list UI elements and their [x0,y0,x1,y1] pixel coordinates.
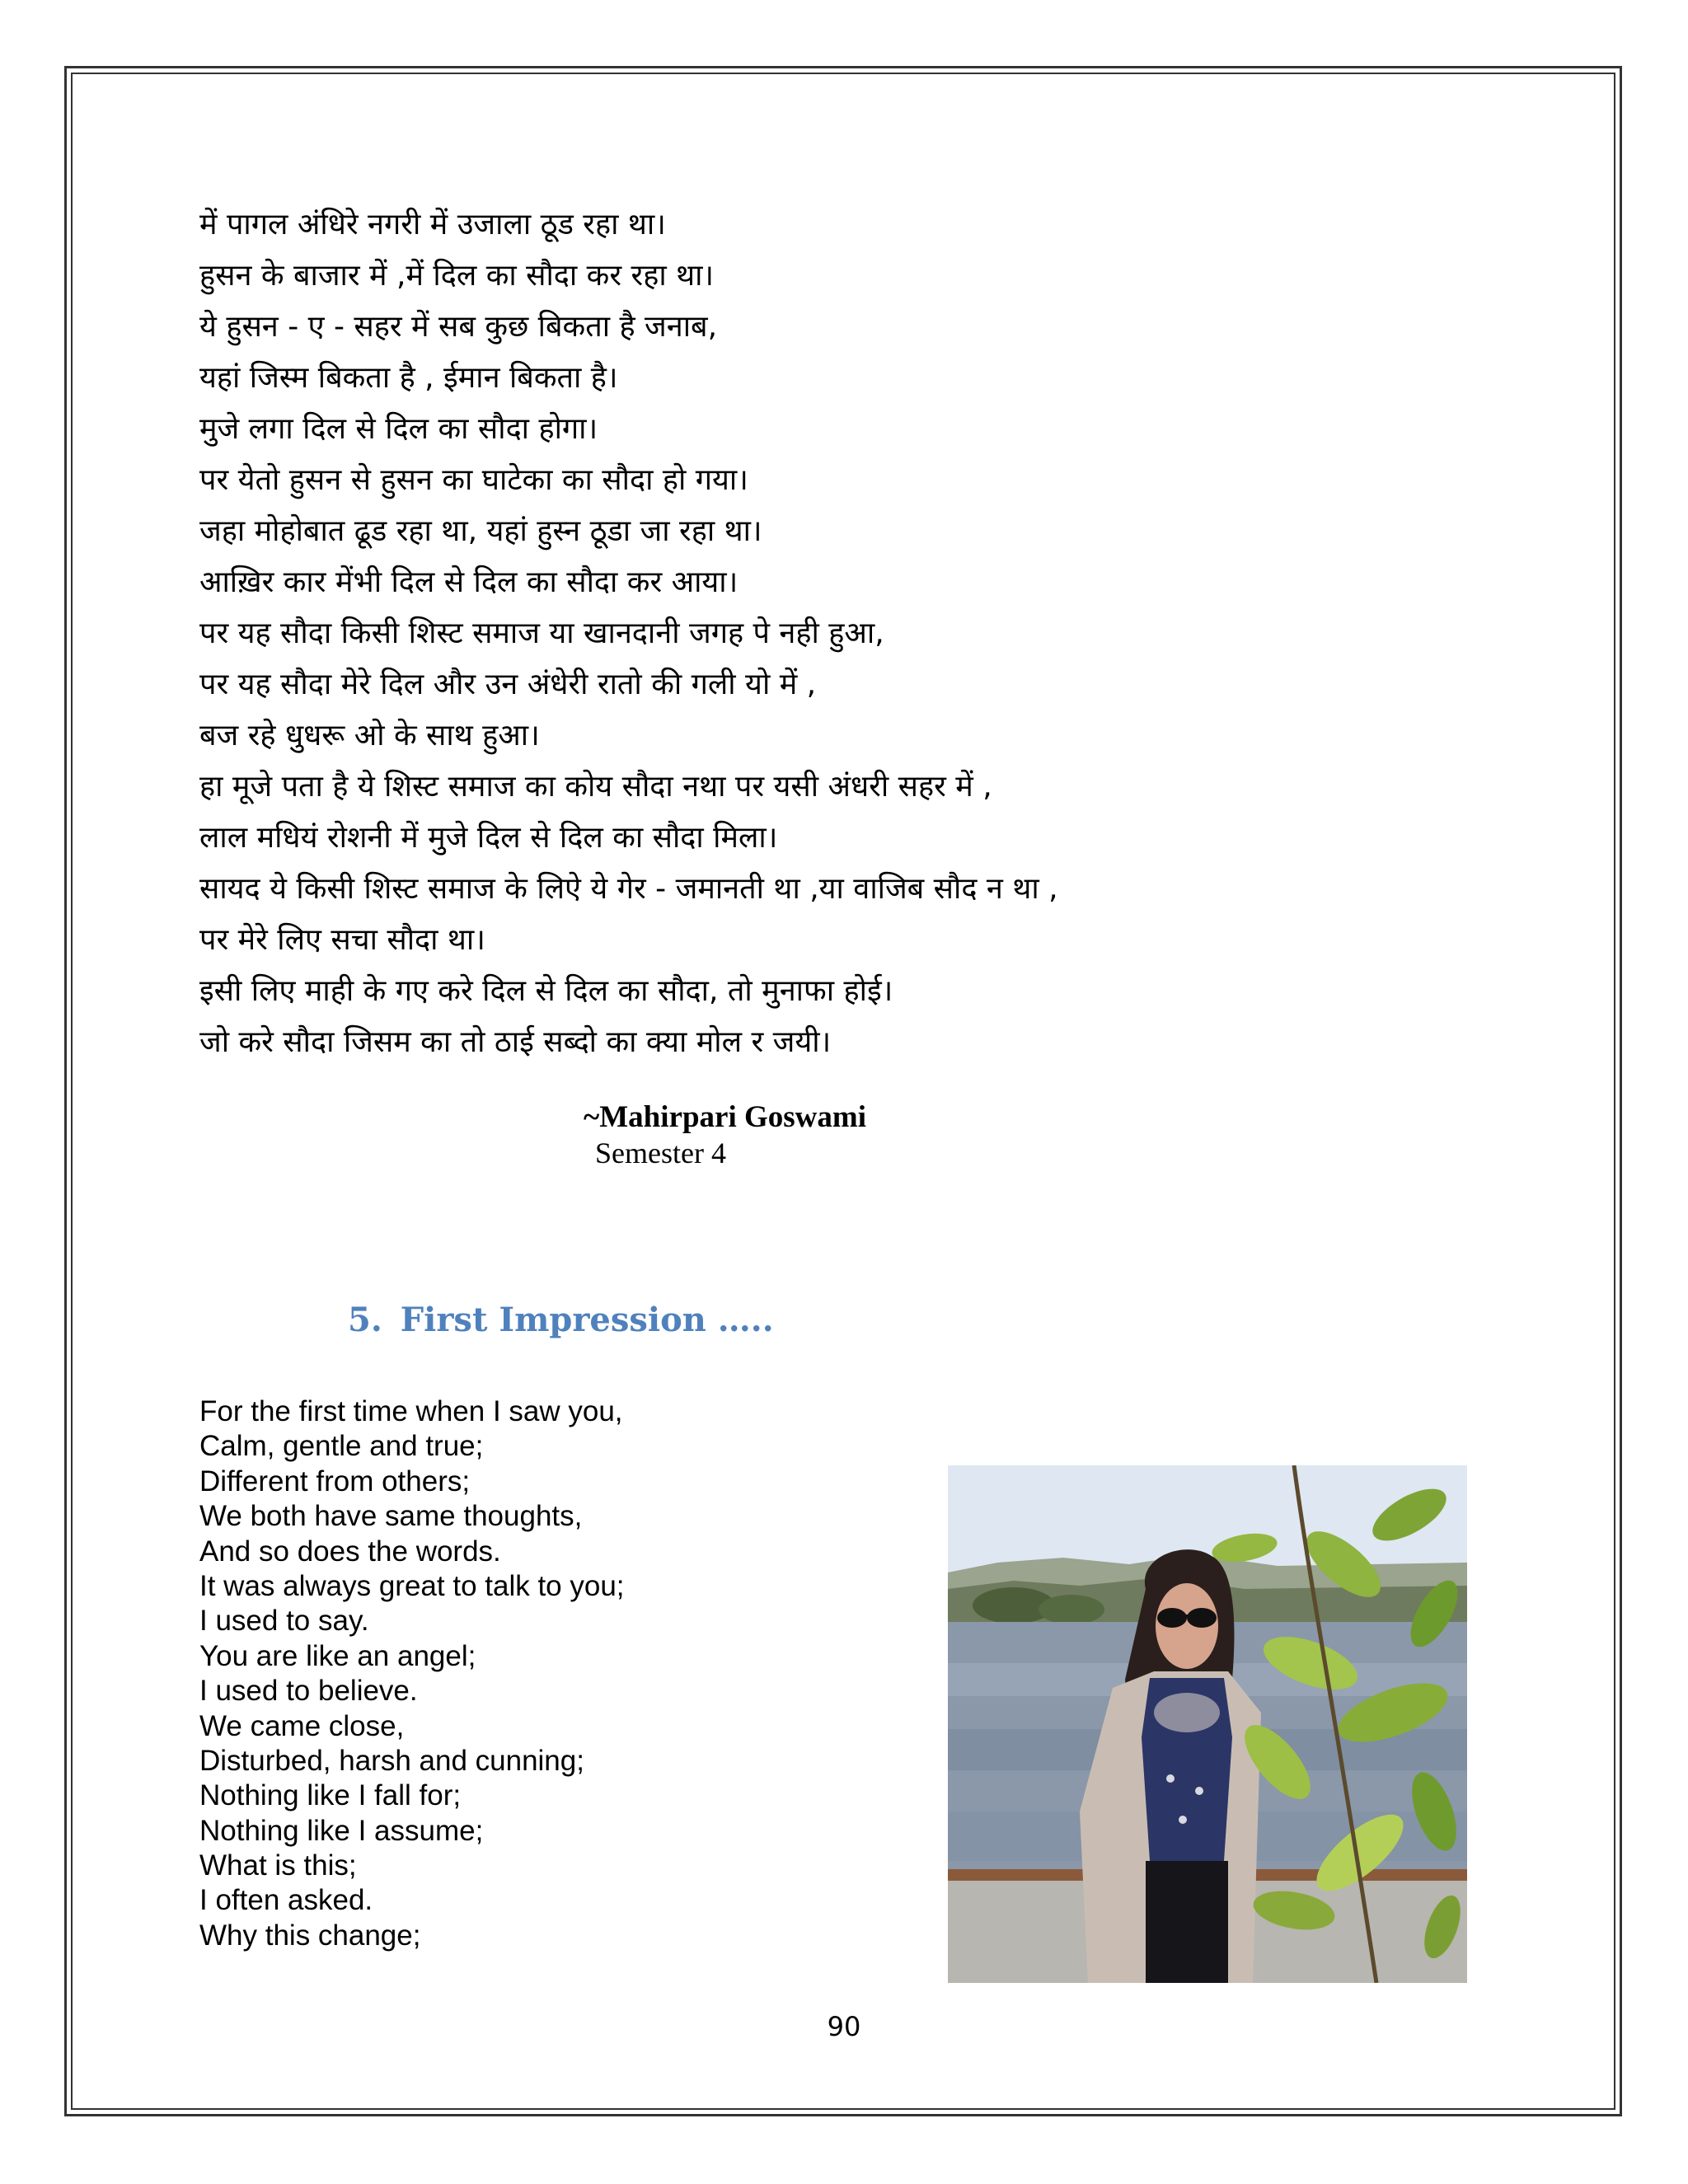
author-photo [948,1465,1467,1983]
poem-line: जहा मोहोबात ढूड रहा था, यहां हुस्न ठूडा जा रहा था। [199,514,762,548]
poem-line: It was always great to talk to you; [199,1569,625,1602]
author-semester: Semester 4 [595,1137,726,1169]
poem-line: सायद ये किसी शिस्ट समाज के लिऐ ये गेर - जमानती था ,या वाजिब सौद न था , [199,872,1058,906]
poem-line: पर यह सौदा मेरे दिल और उन अंधेरी रातो की गली यो में , [199,668,817,701]
poem-line: We came close, [199,1709,405,1742]
poem-line: पर यह सौदा किसी शिस्ट समाज या खानदानी जगह पे नही हुआ, [199,616,884,650]
poem-line: बज रहे धुधरू ओ के साथ हुआ। [199,719,540,752]
section-number: 5. [348,1301,382,1339]
page-number: 90 [827,2011,861,2042]
poem-line: हुसन के बाजार में ,में दिल का सौदा कर रहा था। [199,259,715,293]
poem-line: I used to believe. [199,1675,418,1708]
poem-line: You are like an angel; [199,1639,476,1672]
poem-line: इसी लिए माही के गए करे दिल से दिल का सौदा, तो मुनाफा होई। [199,974,893,1008]
poem-line: जो करे सौदा जिसम का तो ठाई सब्दो का क्या मोल र जयी। [199,1025,832,1059]
poem-line: Disturbed, harsh and cunning; [199,1744,584,1777]
poem-line: यहां जिस्म बिकता है , ईमान बिकता है। [199,361,618,395]
poem-line: मुजे लगा दिल से दिल का सौदा होगा। [199,412,598,446]
author-name: ~Mahirpari Goswami [584,1100,866,1134]
poem-line: I often asked. [199,1884,373,1917]
photo-illustration [948,1465,1467,1983]
poem-line: Different from others; [199,1465,471,1497]
poem-line: And so does the words. [199,1535,501,1568]
section-title: First Impression ….. [400,1301,774,1339]
poem-line: हा मूजे पता है ये शिस्ट समाज का कोय सौदा नथा पर यसी अंधरी सहर में , [199,770,992,804]
poem-line: We both have same thoughts, [199,1500,583,1533]
poem-line: For the first time when I saw you, [199,1395,623,1427]
section-heading [348,1301,774,1339]
poem-line: पर येतो हुसन से हुसन का घाटेका का सौदा हो गया। [199,463,748,497]
poem-line: आख़िर कार मेंभी दिल से दिल का सौदा कर आया। [199,565,738,599]
poem-line: पर मेरे लिए सचा सौदा था। [199,923,485,957]
poem-line: Why this change; [199,1919,421,1952]
poem-line: लाल मधियं रोशनी में मुजे दिल से दिल का सौदा मिला। [199,821,778,855]
poem-line: ये हुसन - ए - सहर में सब कुछ बिकता है जनाब, [199,310,718,344]
poem-line: What is this; [199,1849,357,1882]
poem-line: Nothing like I assume; [199,1814,484,1847]
poem-line: I used to say. [199,1605,369,1638]
poem-line: में पागल अंधिरे नगरी में उजाला ठूड रहा था। [199,208,666,241]
poem-line: Nothing like I fall for; [199,1779,462,1812]
poem-line: Calm, gentle and true; [199,1430,484,1463]
english-poem [199,1394,625,1953]
hindi-poem [199,199,1436,1068]
